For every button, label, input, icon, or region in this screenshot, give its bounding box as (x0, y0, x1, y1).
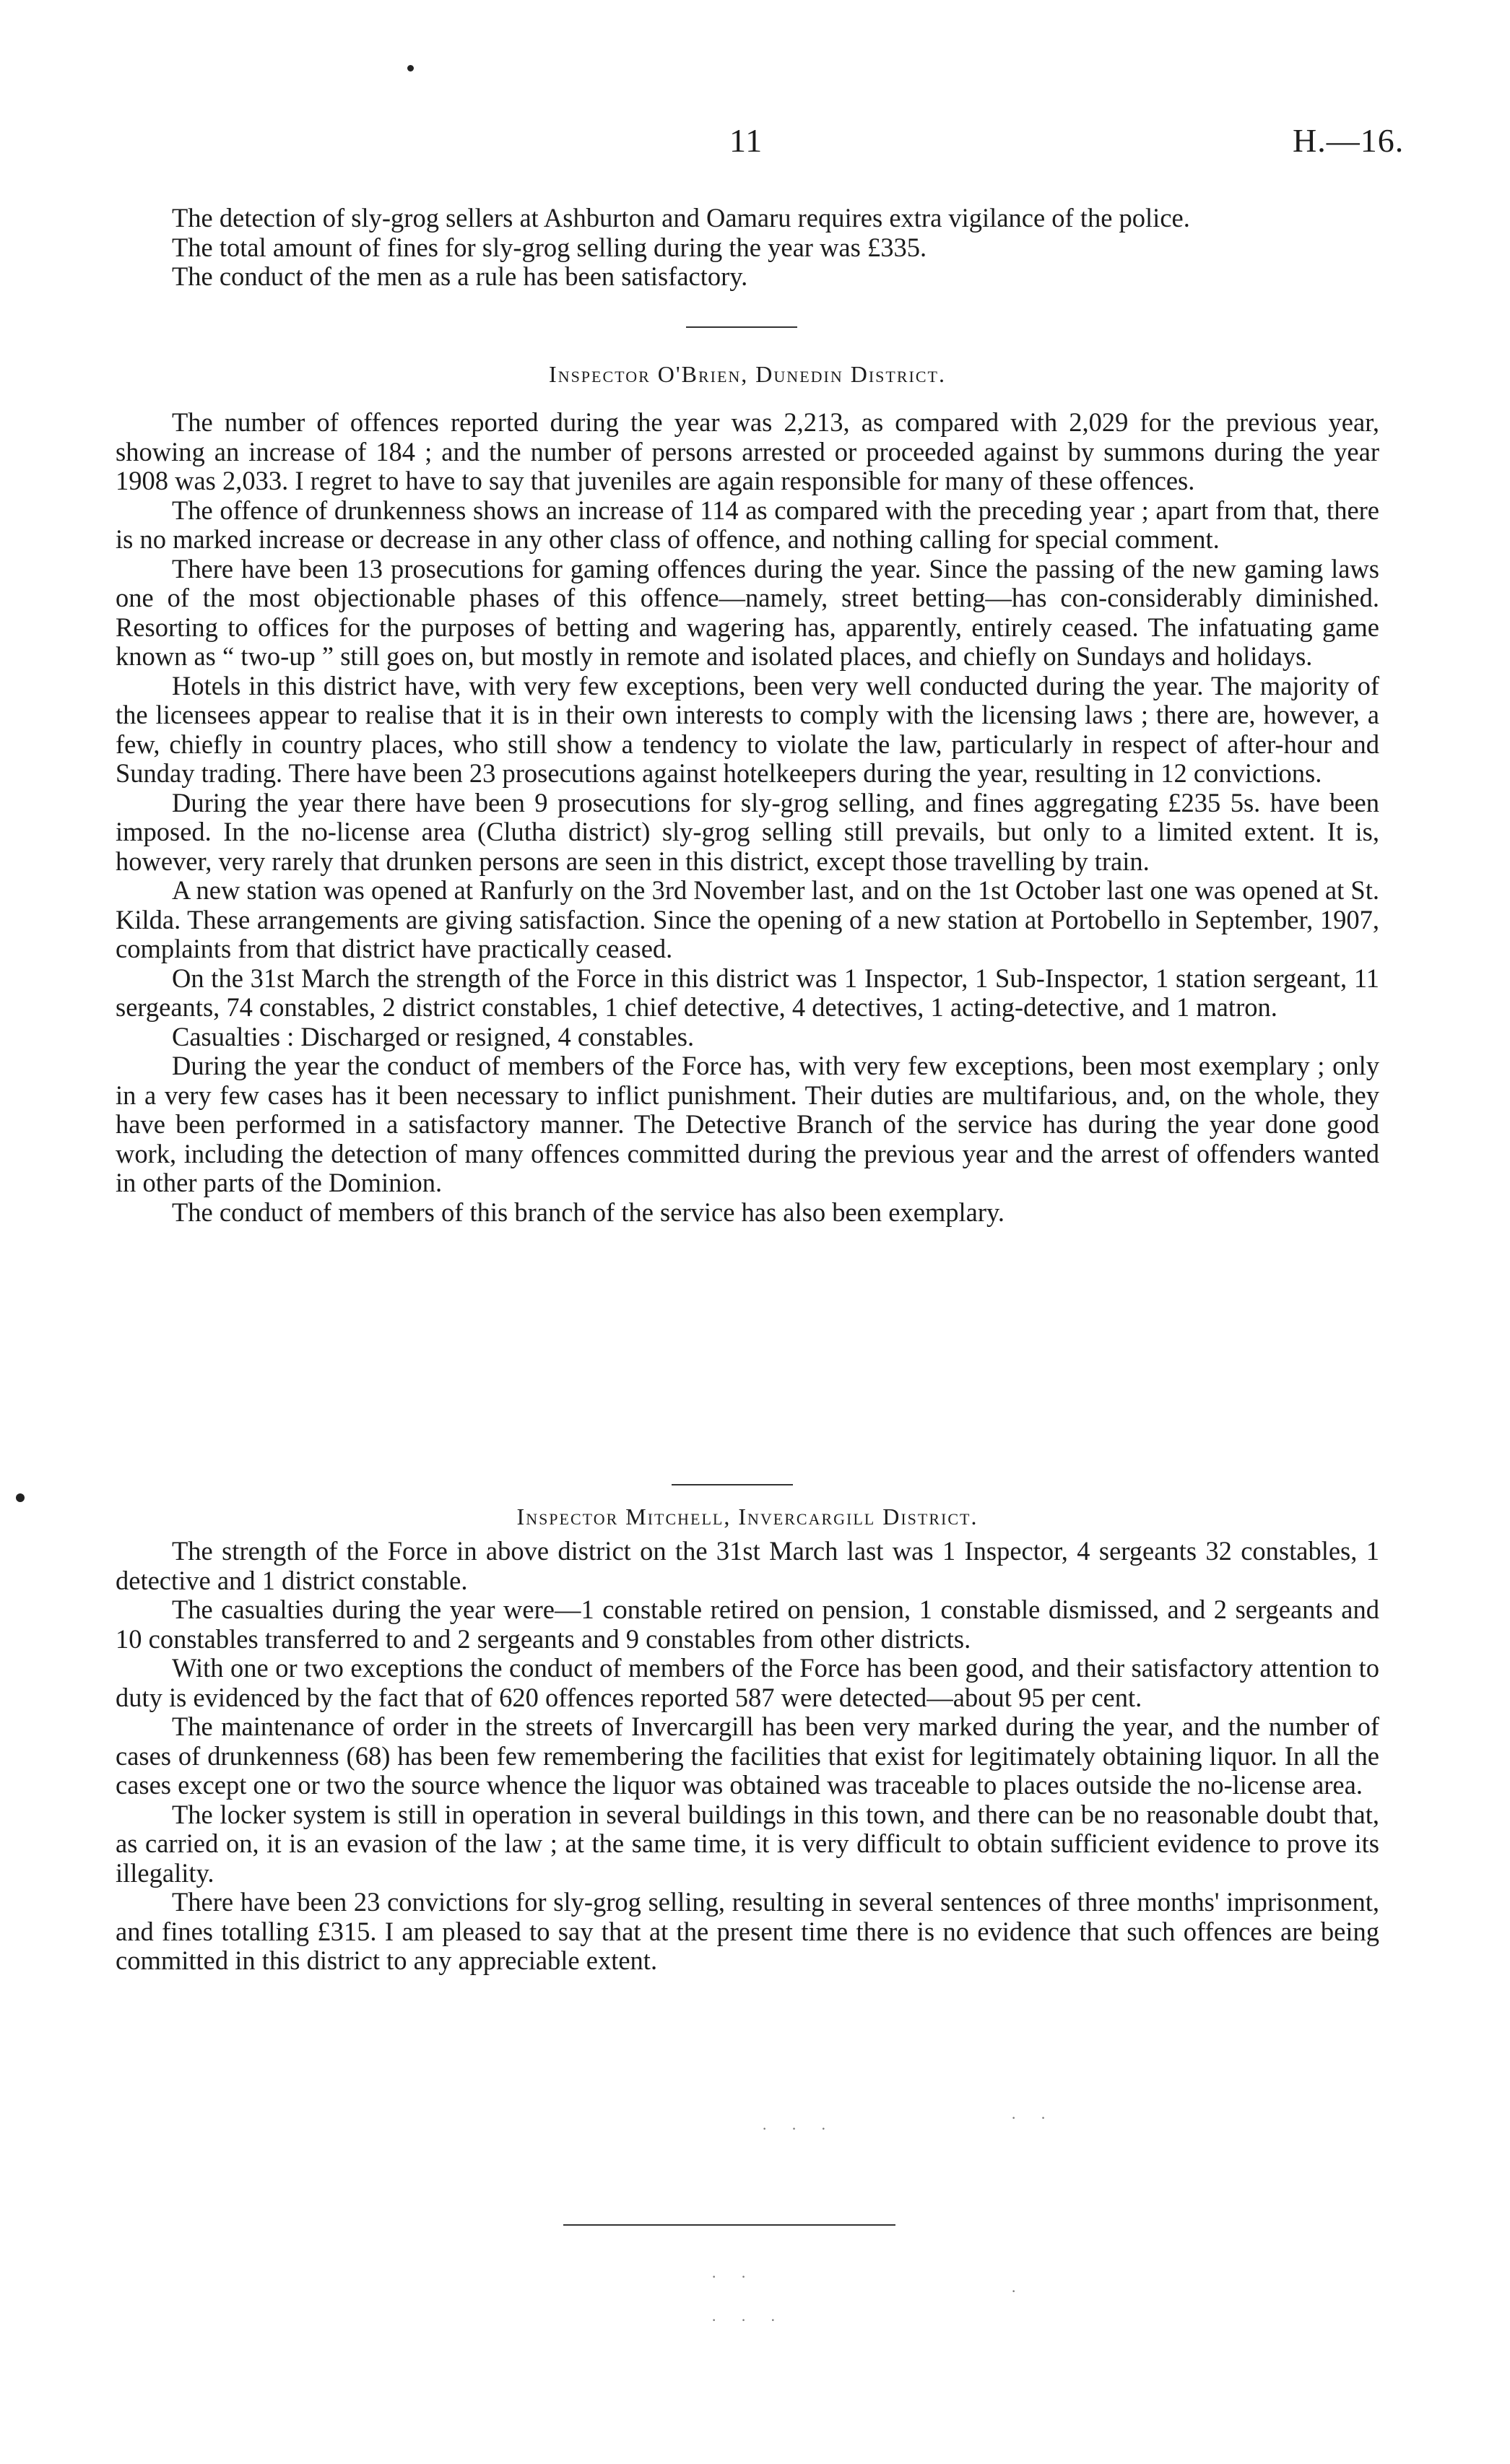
scan-dots: · · · (762, 2120, 836, 2138)
paragraph: Hotels in this district have, with very few exceptions, been very well conducted during the year. The majority of the licensees appear to realise that it is in their own interests to comply with the licensing laws ; there are, however, a few, chiefly in country places, who still show a tendency to violate the law, particularly in respect of after-hour and Sunday trading. There have been 23 prosecutions against hotelkeepers during the year, resulting in 12 convictions. (116, 670, 1379, 788)
paragraph: Casualties : Discharged or resigned, 4 constables. (172, 1021, 695, 1051)
paragraph: The maintenance of order in the streets of Invercargill has been very marked during the year, and the number of cases of drunkenness (68) has been few remembering the facilities that exist for legitimately obtaining liquor. In all the cases except one or two the source whence the liquor was obtained was traceable to places outside the no-license area. (116, 1712, 1379, 1800)
paragraph: The number of offences reported during the year was 2,213, as compared with 2,029 for the previous year, showing an increase of 184 ; and the number of persons arrested or proceeded against by summons during the year 1908 was 2,033. I regret to have to say that juveniles are again responsible for many of these offences. (116, 407, 1379, 495)
paragraph: The strength of the Force in above district on the 31st March last was 1 Inspector, 4 sergeants 32 constables, 1 detective and 1 district constable. (116, 1536, 1379, 1595)
scan-dots: · · (1011, 2109, 1056, 2127)
scan-speck (407, 65, 414, 71)
page-number: 11 (729, 122, 763, 159)
scan-dots: · (1011, 2282, 1027, 2300)
paragraph: The locker system is still in operation in several buildings in this town, and there can be no reasonable doubt that, as carried on, it is an evasion of the law ; at the same time, it is very difficult to obtain sufficient evidence to prove its illegality. (116, 1799, 1379, 1888)
paragraph: With one or two exceptions the conduct of members of the Force has been good, and their satisfactory attention to duty is evidenced by the fact that of 620 offences reported 587 were detected—about 95 per cent. (116, 1653, 1379, 1712)
paragraph: The casualties during the year were—1 constable retired on pension, 1 constable dismissed, and 2 sergeants and 10 constables transferred to and 2 sergeants and 9 constables from other districts. (116, 1595, 1379, 1654)
paragraph: The conduct of members of this branch of the service has also been exemplary. (172, 1197, 1005, 1227)
paragraph: There have been 13 prosecutions for gaming offences during the year. Since the passing of the new gaming laws one of the most objectionable phases of this offence—namely, street betting—has con-considerably diminished. Resorting to offices for the purposes of betting and wagering has, apparently, entirely ceased. The infatuating game known as “ two-up ” still goes on, but mostly in remote and isolated places, and chiefly on Sundays and holidays. (116, 553, 1379, 671)
paragraph: The conduct of the men as a rule has been satisfactory. (172, 261, 748, 291)
paragraph: The detection of sly-grog sellers at Ashburton and Oamaru requires extra vigilance of the police. (172, 203, 1190, 233)
paragraph: The offence of drunkenness shows an increase of 114 as compared with the preceding year ; apart from that, there is no marked increase or decrease in any other class of offence, and nothing calling for special comment. (116, 495, 1379, 554)
section-body-dunedin (116, 408, 1379, 1227)
scan-dots: · · (711, 2268, 757, 2286)
section-heading-invercargill: Inspector Mitchell, Invercargill District. (516, 1504, 979, 1530)
paragraph: The total amount of fines for sly-grog selling during the year was £335. (172, 232, 927, 262)
paragraph: On the 31st March the strength of the Force in this district was 1 Inspector, 1 Sub-Inspector, 1 station sergeant, 11 sergeants, 74 constables, 2 district constables, 1 chief detective, 4 detectives, 1 acting-detective, and 1 matron. (116, 963, 1379, 1022)
section-heading-dunedin: Inspector O'Brien, Dunedin District. (549, 361, 946, 387)
end-rule (563, 2224, 895, 2226)
intro-text (116, 204, 1379, 292)
paragraph: During the year the conduct of members of the Force has, with very few exceptions, been most exemplary ; only in a very few cases has it been necessary to inflict punishment. Their duties are multifarious, and, on the whole, they have been performed in a satisfactory manner. The Detective Branch of the service has during the year done good work, including the detection of many offences committed during the previous year and the arrest of offenders wanted in other parts of the Dominion. (116, 1051, 1379, 1197)
scan-dots: · · · (711, 2311, 786, 2329)
section-divider (672, 1484, 793, 1485)
paragraph: During the year there have been 9 prosecutions for sly-grog selling, and fines aggregating £235 5s. have been imposed. In the no-license area (Clutha district) sly-grog selling still prevails, but only to a limited extent. It is, however, very rarely that drunken persons are seen in this district, except those travelling by train. (116, 787, 1379, 876)
paragraph: A new station was opened at Ranfurly on the 3rd November last, and on the 1st October last one was opened at St. Kilda. These arrangements are giving satisfaction. Since the opening of a new station at Portobello in September, 1907, complaints from that district have practically ceased. (116, 875, 1379, 963)
section-body-invercargill (116, 1537, 1379, 1976)
section-divider (686, 326, 797, 328)
scan-speck (16, 1493, 25, 1502)
paragraph: There have been 23 convictions for sly-grog selling, resulting in several sentences of three months' imprisonment, and fines totalling £315. I am pleased to say that at the present time there is no evidence that such offences are being committed in this district to any appreciable extent. (116, 1887, 1379, 1975)
document-reference: H.—16. (1293, 122, 1405, 159)
